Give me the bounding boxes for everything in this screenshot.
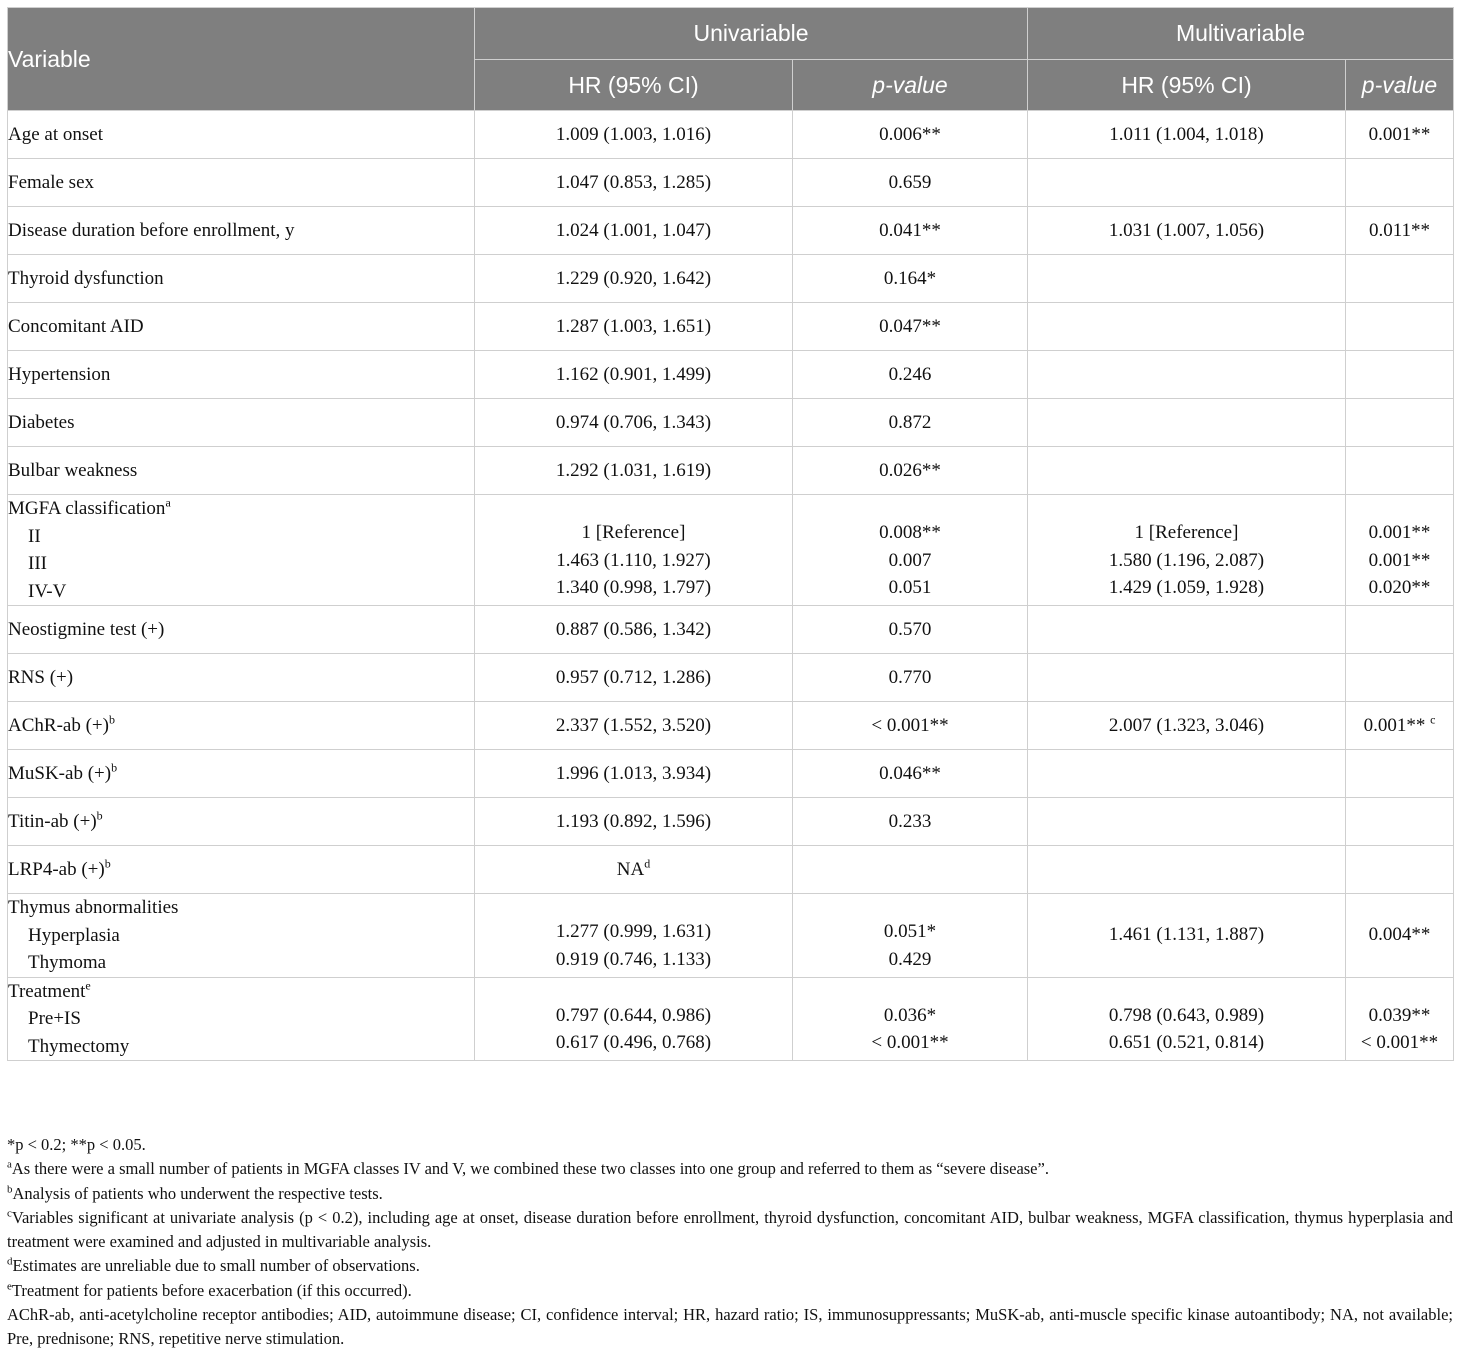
footnote-mark: b — [96, 808, 103, 823]
value: 0.919 (0.746, 1.133) — [555, 948, 712, 970]
table-row — [8, 977, 1454, 1061]
table-row — [8, 654, 1454, 702]
uni-hr-cell: 1.024 (1.001, 1.047) — [475, 207, 793, 255]
table-row — [8, 255, 1454, 303]
value: 0.008** — [879, 522, 941, 543]
multi-hr-cell — [1028, 351, 1346, 399]
uni-hr-cell: 0.957 (0.712, 1.286) — [475, 654, 793, 702]
footnote-mark: e — [85, 978, 91, 993]
footnote-mark: b — [104, 856, 111, 871]
row-sublabel: Pre+IS — [28, 1008, 81, 1029]
footnote-a — [7, 1157, 1453, 1181]
multi-p-cell: 0.001** — [1346, 111, 1454, 159]
uni-hr-cell: 1.287 (1.003, 1.651) — [475, 303, 793, 351]
uni-p-cell: 0.046** — [793, 750, 1028, 798]
row-label — [8, 846, 475, 894]
row-label — [8, 798, 475, 846]
row-sublabel: Thymectomy — [28, 1035, 130, 1057]
table-row — [8, 447, 1454, 495]
footnote-mark: b — [108, 712, 115, 727]
uni-p-cell: 0.233 — [793, 798, 1028, 846]
multi-hr-cell: 1.011 (1.004, 1.018) — [1028, 111, 1346, 159]
multi-p-cell — [1346, 351, 1454, 399]
multi-p-cell — [1346, 399, 1454, 447]
header-univariable: Univariable — [475, 8, 1028, 60]
value: < 0.001** — [871, 1032, 949, 1053]
value: 0.001** — [1363, 714, 1426, 736]
uni-p-cell: 0.872 — [793, 399, 1028, 447]
header-multi-p: p-value — [1346, 60, 1454, 111]
table-row — [8, 111, 1454, 159]
header-multivariable: Multivariable — [1028, 8, 1454, 60]
multi-hr-cell — [1028, 495, 1346, 606]
uni-p-cell — [793, 495, 1028, 606]
table-row — [8, 750, 1454, 798]
uni-hr-cell: 1.162 (0.901, 1.499) — [475, 351, 793, 399]
table-row — [8, 159, 1454, 207]
header-variable: Variable — [8, 8, 475, 111]
footnote-mark: b — [7, 1183, 13, 1196]
value: 1 [Reference] — [581, 522, 686, 543]
uni-hr-cell — [475, 894, 793, 978]
uni-hr-cell: 1.229 (0.920, 1.642) — [475, 255, 793, 303]
footnote-mark: b — [111, 760, 118, 775]
multi-p-cell: 0.011** — [1346, 207, 1454, 255]
uni-hr-cell: 2.337 (1.552, 3.520) — [475, 702, 793, 750]
value: 0.001** — [1368, 522, 1431, 543]
multi-hr-cell — [1028, 846, 1346, 894]
header-multi-hr: HR (95% CI) — [1028, 60, 1346, 111]
multi-p-cell — [1346, 798, 1454, 846]
row-label: Bulbar weakness — [8, 447, 475, 495]
uni-hr-cell — [475, 495, 793, 606]
value: 0.039** — [1368, 1004, 1431, 1026]
uni-hr-cell: 1.292 (1.031, 1.619) — [475, 447, 793, 495]
multi-hr-cell — [1028, 399, 1346, 447]
uni-hr-cell: 0.887 (0.586, 1.342) — [475, 606, 793, 654]
value: 0.001** — [1368, 549, 1431, 571]
value: 0.007 — [888, 549, 932, 571]
row-sublabel: II — [28, 525, 41, 547]
row-label: Thyroid dysfunction — [8, 255, 475, 303]
footnote-text: Treatment for patients before exacerbation (if this occurred). — [11, 1280, 412, 1300]
footnote-mark: a — [165, 495, 171, 510]
uni-hr-cell — [475, 977, 793, 1061]
uni-p-cell — [793, 846, 1028, 894]
table-row — [8, 798, 1454, 846]
uni-p-cell: 0.164* — [793, 255, 1028, 303]
row-label: Hypertension — [8, 351, 475, 399]
multi-hr-cell — [1028, 447, 1346, 495]
row-sublabel: Thymoma — [28, 952, 107, 973]
value: 1.340 (0.998, 1.797) — [555, 577, 712, 598]
row-label — [8, 495, 475, 606]
header-uni-hr: HR (95% CI) — [475, 60, 793, 111]
multi-hr-cell — [1028, 977, 1346, 1061]
uni-hr-cell: 1.193 (0.892, 1.596) — [475, 798, 793, 846]
footnote-text: Estimates are unreliable due to small number of observations. — [12, 1256, 420, 1276]
uni-hr-cell: 1.996 (1.013, 3.934) — [475, 750, 793, 798]
value: < 0.001** — [1360, 1032, 1439, 1053]
multi-p-cell — [1346, 303, 1454, 351]
table-row — [8, 894, 1454, 978]
row-label-main: Treatment — [8, 980, 86, 1002]
row-label-main: Titin-ab (+) — [8, 810, 97, 832]
value: 0.036* — [883, 1004, 937, 1026]
value: 0.797 (0.644, 0.986) — [555, 1004, 712, 1026]
footnote-significance: *p < 0.2; **p < 0.05. — [7, 1135, 146, 1154]
footnote-mark: c — [7, 1207, 12, 1220]
uni-p-cell: 0.770 — [793, 654, 1028, 702]
multi-p-cell — [1346, 654, 1454, 702]
uni-p-cell: < 0.001** — [793, 702, 1028, 750]
multi-hr-cell — [1028, 606, 1346, 654]
multi-p-cell — [1346, 255, 1454, 303]
value: 1.277 (0.999, 1.631) — [555, 921, 712, 942]
uni-hr-cell — [475, 846, 793, 894]
uni-hr-cell: 0.974 (0.706, 1.343) — [475, 399, 793, 447]
uni-p-cell: 0.246 — [793, 351, 1028, 399]
multi-p-cell — [1346, 606, 1454, 654]
table-row — [8, 606, 1454, 654]
row-label: Age at onset — [8, 111, 475, 159]
value: 0.651 (0.521, 0.814) — [1108, 1032, 1265, 1053]
table-row — [8, 207, 1454, 255]
uni-p-cell: 0.570 — [793, 606, 1028, 654]
row-sublabel: Hyperplasia — [28, 924, 120, 946]
multi-p-cell: 0.004** — [1346, 894, 1454, 978]
value: 0.798 (0.643, 0.989) — [1108, 1004, 1265, 1026]
row-label — [8, 702, 475, 750]
footnote-mark: c — [1430, 712, 1436, 727]
table-row — [8, 495, 1454, 606]
multi-p-cell — [1346, 447, 1454, 495]
row-label: Neostigmine test (+) — [8, 606, 475, 654]
footnote-text: Variables significant at univariate analysis (p < 0.2), including age at onset, disease duration before enrollment, thyroid dysfunction, concomitant AID, bulbar weakness, MGFA classification, thymus hyperplasia and treatment were examined and adjusted in multivariable analysis. — [7, 1207, 1453, 1252]
multi-hr-cell — [1028, 255, 1346, 303]
value: NA — [616, 858, 645, 880]
footnote-c — [7, 1206, 1453, 1255]
footnote-d — [7, 1254, 1453, 1278]
value: 1.580 (1.196, 2.087) — [1108, 549, 1265, 571]
multi-hr-cell: 1.031 (1.007, 1.056) — [1028, 207, 1346, 255]
header-uni-p: p-value — [793, 60, 1028, 111]
uni-p-cell — [793, 894, 1028, 978]
multi-p-cell — [1346, 159, 1454, 207]
table-row — [8, 351, 1454, 399]
results-table — [7, 7, 1454, 1061]
uni-p-cell: 0.006** — [793, 111, 1028, 159]
table-row — [8, 399, 1454, 447]
footnote-b — [7, 1182, 1453, 1206]
value: 0.051* — [883, 921, 937, 942]
table-footnotes — [7, 1133, 1453, 1352]
uni-p-cell — [793, 977, 1028, 1061]
value: 1.463 (1.110, 1.927) — [556, 549, 711, 571]
footnote-text: Analysis of patients who underwent the respective tests. — [12, 1183, 383, 1203]
footnote-mark: d — [7, 1255, 13, 1268]
value: 0.617 (0.496, 0.768) — [555, 1032, 712, 1053]
multi-hr-cell — [1028, 303, 1346, 351]
value: 0.051 — [888, 577, 932, 598]
multi-hr-cell — [1028, 798, 1346, 846]
multi-hr-cell: 1.461 (1.131, 1.887) — [1028, 894, 1346, 978]
table-row — [8, 702, 1454, 750]
uni-hr-cell: 1.009 (1.003, 1.016) — [475, 111, 793, 159]
value: 0.020** — [1368, 577, 1431, 598]
table-row — [8, 303, 1454, 351]
multi-hr-cell — [1028, 750, 1346, 798]
row-label — [8, 977, 475, 1061]
row-label: Concomitant AID — [8, 303, 475, 351]
multi-p-cell — [1346, 846, 1454, 894]
uni-p-cell: 0.041** — [793, 207, 1028, 255]
row-sublabel: IV-V — [28, 580, 67, 602]
value: 1.429 (1.059, 1.928) — [1108, 577, 1265, 598]
row-label-main: MuSK-ab (+) — [8, 762, 112, 784]
row-label: Disease duration before enrollment, y — [8, 207, 475, 255]
row-label — [8, 750, 475, 798]
row-sublabel: III — [28, 553, 47, 574]
row-label: Diabetes — [8, 399, 475, 447]
value: 0.429 — [888, 948, 932, 970]
row-label-main: MGFA classification — [8, 498, 166, 519]
value: 1 [Reference] — [1134, 522, 1239, 543]
multi-p-cell — [1346, 750, 1454, 798]
multi-hr-cell: 2.007 (1.323, 3.046) — [1028, 702, 1346, 750]
row-label-main: LRP4-ab (+) — [8, 858, 105, 880]
multi-p-cell — [1346, 495, 1454, 606]
multi-hr-cell — [1028, 159, 1346, 207]
footnote-mark: e — [7, 1280, 12, 1293]
footnote-abbreviations: AChR-ab, anti-acetylcholine receptor antibodies; AID, autoimmune disease; CI, confidence interval; HR, hazard ratio; IS, immunosuppressants; MuSK-ab, anti-muscle specific kinase autoantibody; NA, not available; Pre, prednisone; RNS, repetitive nerve stimulation. — [7, 1305, 1453, 1349]
multi-hr-cell — [1028, 654, 1346, 702]
row-label: Female sex — [8, 159, 475, 207]
row-label — [8, 894, 475, 978]
row-label-main: AChR-ab (+) — [8, 714, 109, 736]
footnote-e — [7, 1279, 1453, 1303]
row-label-main: Thymus abnormalities — [8, 897, 179, 918]
row-label: RNS (+) — [8, 654, 475, 702]
footnote-mark: a — [7, 1158, 12, 1171]
uni-p-cell: 0.047** — [793, 303, 1028, 351]
multi-p-cell — [1346, 702, 1454, 750]
uni-p-cell: 0.026** — [793, 447, 1028, 495]
footnote-mark: d — [644, 856, 651, 871]
multi-p-cell — [1346, 977, 1454, 1061]
uni-p-cell: 0.659 — [793, 159, 1028, 207]
table-row — [8, 846, 1454, 894]
footnote-text: As there were a small number of patients in MGFA classes IV and V, we combined these two classes into one group and referred to them as “severe disease”. — [11, 1159, 1049, 1179]
uni-hr-cell: 1.047 (0.853, 1.285) — [475, 159, 793, 207]
